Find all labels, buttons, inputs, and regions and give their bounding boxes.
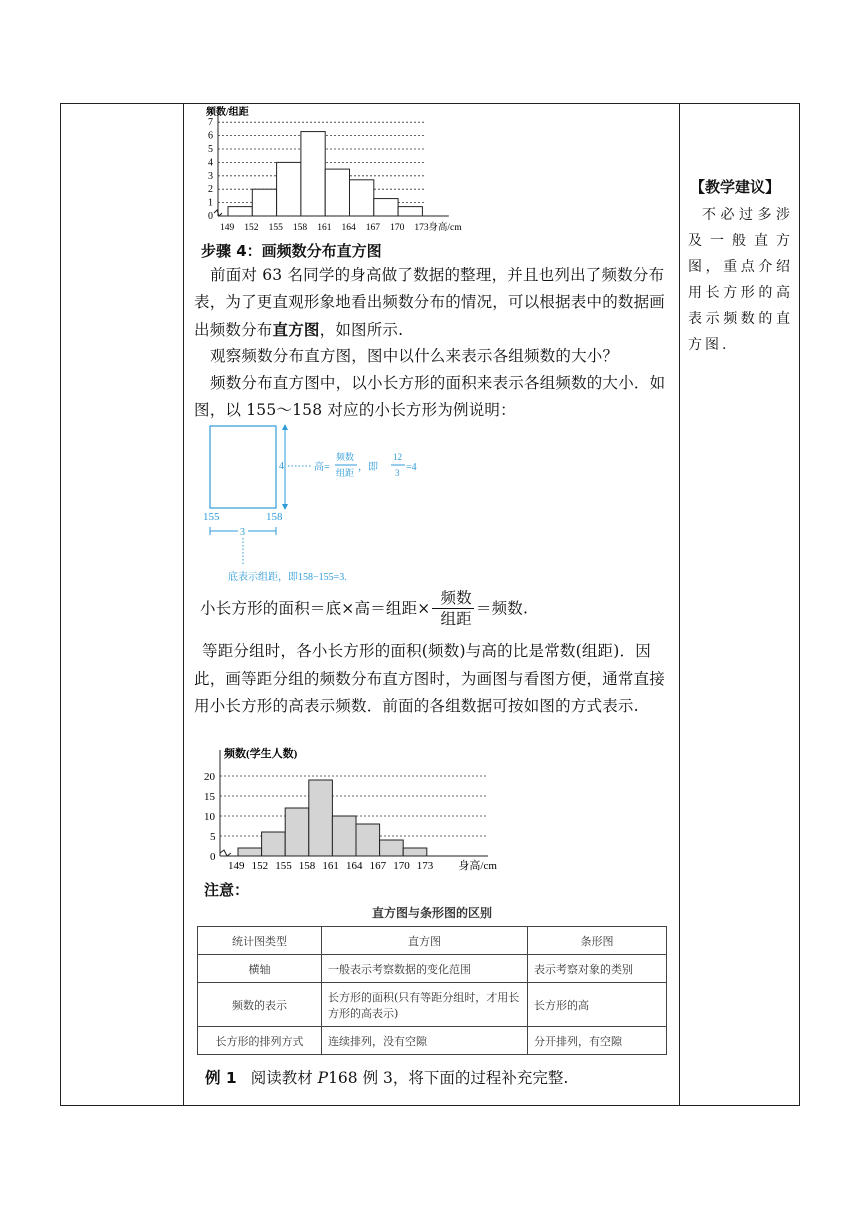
hist1-bar: [228, 207, 252, 216]
arrow-up-icon: [282, 424, 288, 430]
hist2-x-tick: 152: [251, 860, 269, 872]
hist1-y-tick: 0: [208, 211, 213, 222]
area-formula: [194, 588, 672, 629]
hist1-x-tick: 161: [317, 223, 332, 233]
example-text-a: 阅读教材: [250, 1069, 318, 1087]
step4-title: 步骤 4：画频数分布直方图: [201, 242, 382, 260]
hist2-bar: [285, 808, 309, 856]
hist1-bar: [301, 132, 325, 216]
hist1-bar: [277, 162, 301, 216]
hist2-x-tick: 155: [275, 860, 292, 872]
area-fraction: [432, 588, 473, 629]
sidebar-text: 不必过多涉及一般直方图，重点介绍用长方形的高表示频数的直方图.: [688, 207, 793, 353]
table-cell: 连续排列，没有空隙: [322, 1027, 528, 1055]
column-divider-right: [679, 104, 680, 1105]
hist1-x-tick: 164: [341, 223, 356, 233]
example-label: 例 1: [205, 1069, 237, 1087]
hist1-ylabel: 频数/组距: [206, 107, 249, 118]
formula-frac-num: 频数: [336, 452, 355, 462]
formula-end: =4: [406, 462, 417, 473]
hist2-bar: [356, 824, 380, 856]
hist1-xlabel: 身高/cm: [428, 223, 462, 233]
hist2-xlabel: 身高/cm: [458, 860, 497, 872]
comparison-table: [197, 926, 667, 1055]
hist1-x-tick: 173: [414, 223, 429, 233]
histogram-frequency-density: [194, 106, 484, 236]
table-row: [198, 983, 667, 1027]
table-row: [198, 955, 667, 983]
table-cell: 条形图: [528, 927, 667, 955]
hist2-y-tick: 20: [204, 771, 215, 783]
table-cell: 表示考察对象的类别: [528, 955, 667, 983]
hist1-x-tick: 158: [292, 223, 308, 233]
sidebar-title: 【教学建议】: [690, 178, 781, 196]
area-frac-num: 频数: [432, 588, 473, 609]
table-cell: 长方形的排列方式: [198, 1027, 322, 1055]
bottom-note: 底表示组距，即158−155=3.: [228, 572, 347, 583]
histogram-frequency: [198, 744, 508, 876]
hist1-x-tick: 167: [365, 223, 381, 233]
formula-frac2-den: 3: [395, 468, 400, 478]
table-cell: 长方形的高: [528, 983, 667, 1027]
hist1-bar: [374, 199, 398, 216]
hist1-bar: [398, 207, 422, 216]
column-divider-left: [183, 104, 184, 1105]
note-label: 注意：: [204, 881, 250, 899]
hist2-bar: [309, 780, 333, 856]
hist1-y-tick: 6: [208, 130, 213, 142]
width-label: 3: [240, 527, 245, 538]
table-cell: 频数的表示: [198, 983, 322, 1027]
hist2-x-tick: 170: [393, 860, 410, 872]
hist1-y-tick: 1: [208, 197, 213, 209]
table-cell: 统计图类型: [198, 927, 322, 955]
formula-prefix: 高=: [314, 462, 330, 473]
hist2-bar: [332, 816, 356, 856]
p1-text: 前面对 63 名同学的身高做了数据的整理，并且也列出了频数分布表，为了更直观形象地看出频数分布的情况，可以根据表中的数据画出频数分布: [194, 266, 666, 339]
p1-bold: 直方图: [272, 320, 320, 339]
example-1: [205, 1066, 568, 1088]
hist2-y-tick: 5: [210, 831, 216, 843]
hist1-x-tick: 149: [220, 223, 235, 233]
paragraph-intro: [194, 262, 672, 344]
hist2-ylabel: 频数(学生人数): [224, 748, 298, 760]
hist2-axis-break-icon: [220, 850, 231, 856]
formula-mid: ，即: [358, 462, 378, 473]
paragraph-equal-groups: 等距分组时，各小长方形的面积(频数)与高的比是常数(组距)．因此，画等距分组的频数分布直方图时，为画图与看图方便，通常直接用小长方形的高表示频数．前面的各组数据可按如图的方式表示.: [194, 642, 666, 715]
formula-frac2-num: 12: [393, 452, 402, 462]
hist1-y-tick: 5: [208, 144, 213, 155]
table-cell: 分开排列，有空隙: [528, 1027, 667, 1055]
example-text-p: P: [317, 1069, 329, 1087]
hist1-bar: [252, 189, 276, 216]
table-cell: 一般表示考察数据的变化范围: [322, 955, 528, 983]
rectangle-diagram: [200, 420, 435, 585]
hist1-y-tick: 4: [208, 157, 213, 169]
paragraph-question: 观察频数分布直方图，图中以什么来表示各组频数的大小？: [210, 347, 619, 365]
hist1-plot: [208, 110, 462, 233]
table-cell: 横轴: [198, 955, 322, 983]
hist1-y-tick: 2: [208, 184, 213, 196]
hist1-x-tick: 170: [390, 223, 405, 233]
hist2-y-tick: 0: [210, 851, 216, 863]
hist2-x-tick: 173: [416, 860, 434, 872]
hist1-x-tick: 155: [268, 223, 283, 233]
x-left-label: 155: [203, 511, 220, 523]
hist1-y-tick: 3: [208, 170, 213, 182]
table-caption: 直方图与条形图的区别: [371, 906, 492, 920]
table-cell: 长方形的面积(只有等距分组时，才用长方形的高表示): [322, 983, 528, 1027]
x-right-label: 158: [266, 511, 283, 523]
area-frac-den: 组距: [440, 610, 472, 628]
hist2-x-tick: 161: [322, 860, 339, 872]
formula-frac-den: 组距: [336, 468, 355, 478]
hist2-plot: [204, 750, 497, 872]
hist1-x-tick: 152: [244, 223, 259, 233]
table-row: [198, 1027, 667, 1055]
hist1-bar: [325, 169, 349, 216]
hist2-y-tick: 15: [204, 791, 215, 803]
paragraph-area-explain: 频数分布直方图中，以小长方形的面积来表示各组频数的大小．如图，以 155～158 对应的小长方形为例说明：: [194, 374, 666, 419]
hist1-bar: [350, 180, 374, 216]
hist2-bar: [403, 848, 427, 856]
example-text-b: 168 例 3，将下面的过程补充完整.: [328, 1069, 569, 1087]
hist2-y-tick: 10: [204, 811, 215, 823]
area-formula-suffix: ＝频数.: [475, 599, 529, 618]
hist1-y-tick: 7: [208, 117, 213, 129]
hist2-bar: [380, 840, 404, 856]
table-header-row: [198, 927, 667, 955]
hist2-bar: [238, 848, 262, 856]
arrow-down-icon: [282, 504, 288, 510]
area-formula-prefix: 小长方形的面积＝底×高＝组距×: [200, 599, 431, 618]
diagram-rectangle: [210, 426, 276, 508]
p1-end: ，如图所示.: [319, 321, 404, 339]
height-label: 4: [279, 461, 284, 472]
hist2-x-tick: 158: [298, 860, 316, 872]
table-cell: 直方图: [322, 927, 528, 955]
hist2-x-tick: 149: [228, 860, 245, 872]
hist2-x-tick: 164: [346, 860, 363, 872]
hist2-bar: [262, 832, 286, 856]
hist2-x-tick: 167: [369, 860, 387, 872]
